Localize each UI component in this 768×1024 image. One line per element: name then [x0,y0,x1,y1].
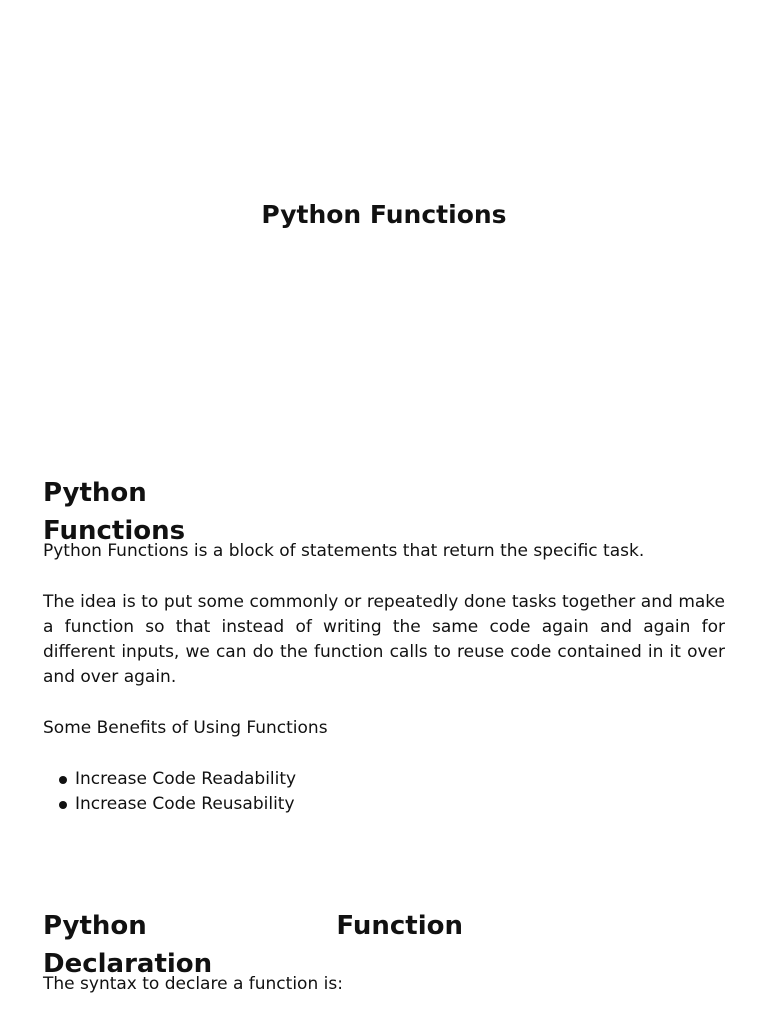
benefit-text: Increase Code Readability [75,769,297,789]
heading-word-function: Function [336,911,463,941]
intro-paragraph: Python Functions is a block of statements that return the specific task. [43,541,645,561]
idea-paragraph: The idea is to put some commonly or repeatedly done tasks together and make a function so that instead of writing the same code again and again for different inputs, we can do the function calls to reuse code contained in it over and over again. [43,592,725,687]
bullet-icon [59,801,67,809]
heading-line-2: Functions [43,516,186,546]
syntax-intro: The syntax to declare a function is: [43,974,343,994]
heading-word-declaration: Declaration [43,949,213,979]
benefits-intro: Some Benefits of Using Functions [43,718,328,738]
benefits-list [43,767,296,817]
heading-word-python: Python [43,911,147,941]
page-title: Python Functions [261,200,507,229]
benefit-text: Increase Code Reusability [75,794,295,814]
list-item [43,792,296,817]
heading-line-1 [43,907,463,945]
list-item [43,767,296,792]
heading-line-1: Python [43,478,147,508]
bullet-icon [59,776,67,784]
